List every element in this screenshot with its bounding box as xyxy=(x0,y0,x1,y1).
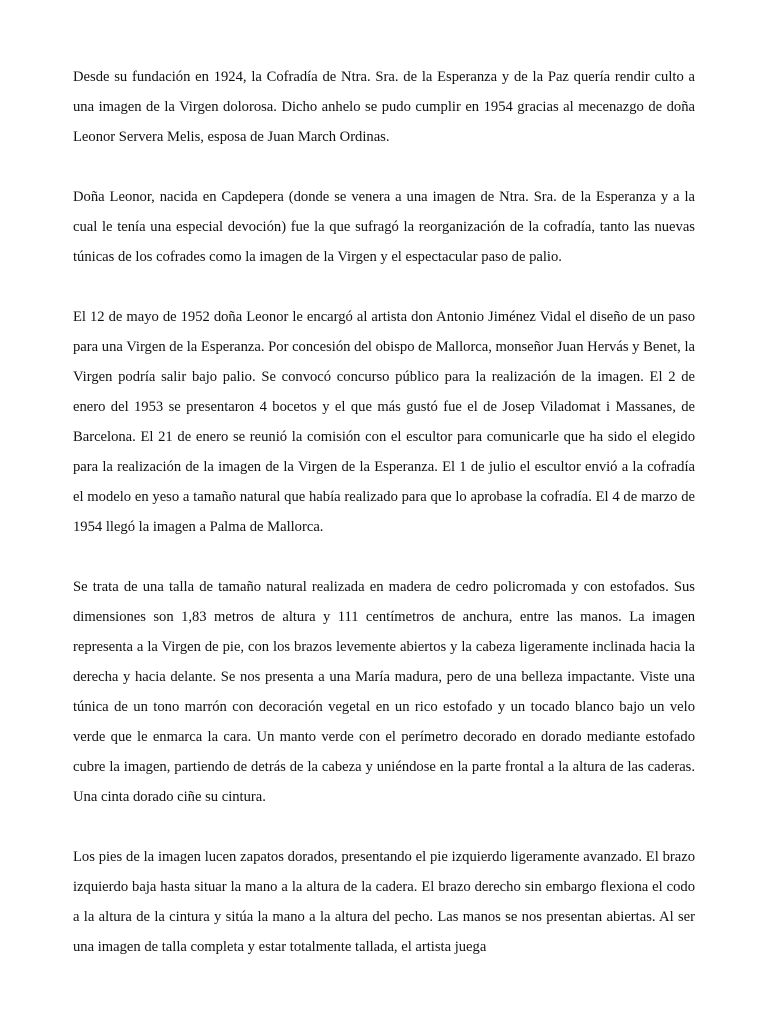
paragraph-pose-description: Los pies de la imagen lucen zapatos dorados, presentando el pie izquierdo ligeramente avanzado. El brazo izquierdo baja hasta situar la mano a la altura de la cadera. El brazo derecho sin embargo flexiona el codo a la altura de la cintura y sitúa la mano a la altura del pecho. Las manos se nos presentan abiertas. Al ser una imagen de talla completa y estar totalmente tallada, el artista juega xyxy=(73,849,695,955)
paragraph-commission-history: El 12 de mayo de 1952 doña Leonor le encargó al artista don Antonio Jiménez Vidal el diseño de un paso para una Virgen de la Esperanza. Por concesión del obispo de Mallorca, monseñor Juan Hervás y Benet, la Virgen podría salir bajo palio. Se convocó concurso público para la realización de la imagen. El 2 de enero del 1953 se presentaron 4 bocetos y el que más gustó fue el de Josep Viladomat i Massanes, de Barcelona. El 21 de enero se reunió la comisión con el escultor para comunicarle que ha sido el elegido para la realización de la imagen de la Virgen de la Esperanza. El 1 de julio el escultor envió a la cofradía el modelo en yeso a tamaño natural que había realizado para que lo aprobase la cofradía. El 4 de marzo de 1954 llegó la imagen a Palma de Mallorca. xyxy=(73,309,695,535)
paragraph-sculpture-description: Se trata de una talla de tamaño natural realizada en madera de cedro policromada y con estofados. Sus dimensiones son 1,83 metros de altura y 111 centímetros de anchura, entre las manos. La imagen representa a la Virgen de pie, con los brazos levemente abiertos y la cabeza ligeramente inclinada hacia la derecha y hacia delante. Se nos presenta a una María madura, pero de una belleza impactante. Viste una túnica de un tono marrón con decoración vegetal en un rico estofado y un tocado blanco bajo un velo verde que le enmarca la cara. Un manto verde con el perímetro decorado en dorado mediante estofado cubre la imagen, partiendo de detrás de la cabeza y uniéndose en la parte frontal a la altura de las caderas. Una cinta dorado ciñe su cintura. xyxy=(73,579,695,805)
paragraph-dona-leonor: Doña Leonor, nacida en Capdepera (donde se venera a una imagen de Ntra. Sra. de la Esperanza y a la cual le tenía una especial devoción) fue la que sufragó la reorganización de la cofradía, tanto las nuevas túnicas de los cofrades como la imagen de la Virgen y el espectacular paso de palio. xyxy=(73,189,695,265)
paragraph-foundation: Desde su fundación en 1924, la Cofradía de Ntra. Sra. de la Esperanza y de la Paz quería rendir culto a una imagen de la Virgen dolorosa. Dicho anhelo se pudo cumplir en 1954 gracias al mecenazgo de doña Leonor Servera Melis, esposa de Juan March Ordinas. xyxy=(73,69,695,145)
document-page xyxy=(73,62,695,962)
